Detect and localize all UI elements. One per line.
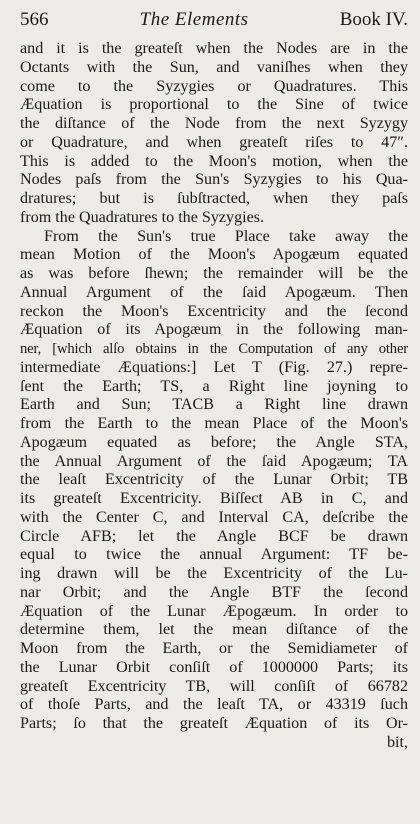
text-line: nar Orbit; and the Angle BTF the ſecond bbox=[20, 583, 408, 601]
text-line: Moon from the Earth, or the Semidiameter of bbox=[20, 640, 408, 657]
text-line: reckon the Moon's Excentricity and the ſecond bbox=[20, 302, 408, 320]
text-line: bit, bbox=[386, 733, 408, 751]
text-line: Parts; ſo that the greateſt Æquation of its Or- bbox=[20, 715, 408, 732]
text-line: ner, [which alſo obtains in the Computation of any other bbox=[20, 341, 408, 357]
text-line: come to the Syzygies or Quadratures. This bbox=[20, 77, 408, 95]
text-line: the Annual Argument of the ſaid Apogæum; TA bbox=[20, 452, 408, 470]
text-line: Earth and Sun; TACB a Right line drawn bbox=[20, 396, 408, 414]
text-line: Nodes paſs from the Sun's Syzygies to his Qua- bbox=[20, 171, 408, 189]
page-number: 566 bbox=[20, 9, 49, 30]
text-line: and it is the greateſt when the Nodes are in the bbox=[20, 40, 408, 57]
text-line: from the Earth to the mean Place of the Moon's bbox=[20, 415, 408, 432]
text-line: the Lunar Orbit conſiſt of 1000000 Parts; its bbox=[20, 658, 408, 676]
text-line: Annual Argument of the ſaid Apogæum. Then bbox=[20, 283, 408, 301]
text-line: the leaſt Excentricity of the Lunar Orbit; TB bbox=[20, 471, 408, 489]
text-line: From the Sun's true Place take away the bbox=[44, 227, 408, 245]
text-line: ſent the Earth; TS, a Right line joyning to bbox=[20, 377, 408, 395]
text-line: equal to twice the annual Argument: TF be- bbox=[20, 546, 408, 564]
text-line: mean Motion of the Moon's Apogæum equated bbox=[20, 246, 408, 264]
running-header bbox=[20, 8, 408, 34]
text-line: or Quadrature, and when greateſt riſes to 47″. bbox=[20, 133, 408, 151]
paragraph-1 bbox=[20, 40, 408, 228]
text-line: Æquation of its Apogæum in the following man- bbox=[20, 321, 408, 339]
text-line: intermediate Æquations:] Let T (Fig. 27.) repre- bbox=[20, 358, 408, 376]
text-line: of thoſe Parts, and the leaſt TA, or 43319 ſuch bbox=[20, 696, 408, 714]
book-label: Book IV. bbox=[339, 9, 408, 30]
text-line: Æquation of the Lunar Æpogæum. In order to bbox=[20, 602, 408, 620]
text-line: Apogæum equated as before; the Angle STA, bbox=[20, 433, 408, 451]
text-line: Circle AFB; let the Angle BCF be drawn bbox=[20, 527, 408, 545]
text-line: with the Center C, and Interval CA, deſcribe the bbox=[20, 508, 408, 526]
text-line: its greateſt Excentricity. Biſſect AB in C, and bbox=[20, 490, 408, 507]
text-line: from the Quadratures to the Syzygies. bbox=[20, 208, 265, 226]
running-title: The Elements bbox=[139, 9, 249, 30]
text-line: as was before ſhewn; the remainder will be the bbox=[20, 265, 408, 282]
text-line: greateſt Excentricity TB, will conſiſt of 66782 bbox=[20, 677, 408, 695]
page-body bbox=[20, 40, 408, 753]
text-line: Æquation is proportional to the Sine of twice bbox=[20, 96, 408, 114]
paragraph-2 bbox=[20, 228, 408, 753]
text-line: This is added to the Moon's motion, when the bbox=[20, 152, 408, 170]
text-line: dratures; but is ſubſtracted, when they paſs bbox=[20, 190, 408, 207]
text-line: ing drawn will be the Excentricity of the Lu- bbox=[20, 565, 408, 582]
text-line: Octants with the Sun, and vaniſhes when they bbox=[20, 58, 408, 76]
text-line: determine them, let the mean diſtance of the bbox=[20, 621, 408, 639]
text-line: the diſtance of the Node from the next Syzygy bbox=[20, 115, 408, 132]
